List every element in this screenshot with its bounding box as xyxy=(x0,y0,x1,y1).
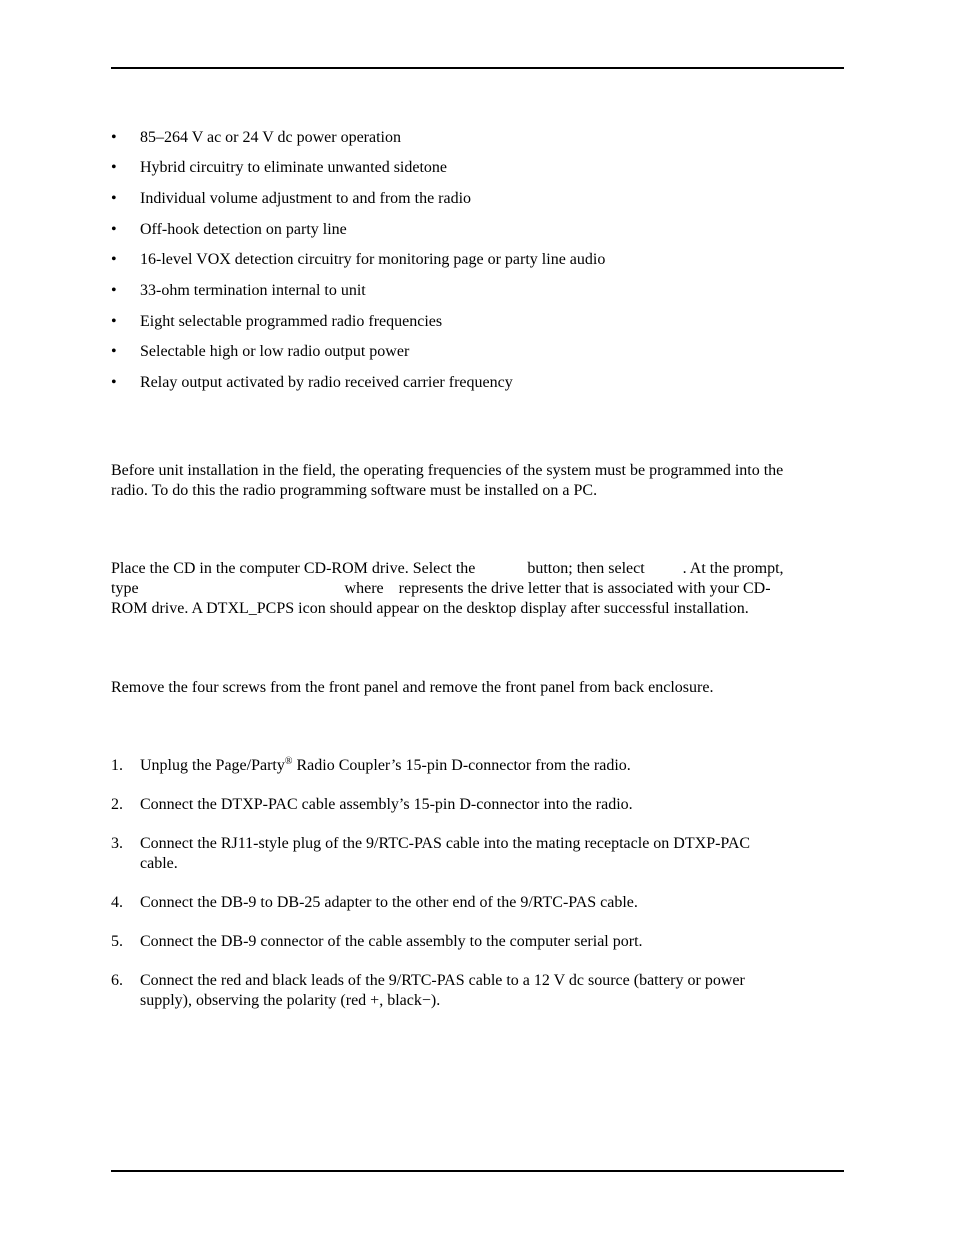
install-paragraph xyxy=(111,559,844,619)
feature-text: Relay output activated by radio received carrier frequency xyxy=(140,374,513,391)
step-number: 1. xyxy=(111,757,123,774)
registered-mark: ® xyxy=(284,756,293,767)
feature-text: 85–264 V ac or 24 V dc power operation xyxy=(140,129,401,146)
bullet-icon: • xyxy=(111,190,117,207)
install-text: type xyxy=(111,580,139,597)
step-number: 2. xyxy=(111,796,123,813)
paragraph-line: ROM drive. A DTXL_PCPS icon should appear on the desktop display after successful installation. xyxy=(111,600,749,617)
footer-rule xyxy=(111,1170,844,1172)
feature-text: Hybrid circuitry to eliminate unwanted sidetone xyxy=(140,159,448,176)
bullet-icon: • xyxy=(111,374,117,391)
bullet-icon: • xyxy=(111,129,117,146)
install-text: represents the drive letter that is associated with your CD- xyxy=(398,580,771,597)
step-text: Connect the RJ11-style plug of the 9/RTC-PAS cable into the mating receptacle on DTXP-PAC cable. xyxy=(140,835,751,872)
bullet-icon: • xyxy=(111,159,117,176)
step-text: Connect the red and black leads of the 9/RTC-PAS cable to a 12 V dc source (battery or power supply), observing the polarity (red +, black−). xyxy=(140,972,745,1009)
bullet-icon: • xyxy=(111,251,117,268)
bullet-icon: • xyxy=(111,313,117,330)
feature-text: Individual volume adjustment to and from the radio xyxy=(140,190,472,207)
front-panel-paragraph xyxy=(111,678,844,698)
feature-text: Off-hook detection on party line xyxy=(140,221,347,238)
install-text: where xyxy=(344,580,384,597)
step-number: 5. xyxy=(111,933,123,950)
step-text: Connect the DB-9 connector of the cable assembly to the computer serial port. xyxy=(140,933,643,950)
feature-text: Eight selectable programmed radio frequencies xyxy=(140,313,443,330)
header-rule xyxy=(111,67,844,69)
paragraph-line xyxy=(111,579,844,599)
step-number: 3. xyxy=(111,835,123,852)
step-text: Connect the DTXP-PAC cable assembly’s 15-pin D-connector into the radio. xyxy=(140,796,633,813)
bullet-icon: • xyxy=(111,221,117,238)
feature-text: 16-level VOX detection circuitry for monitoring page or party line audio xyxy=(140,251,606,268)
paragraph-line xyxy=(111,559,844,579)
step-text: Connect the DB-9 to DB-25 adapter to the other end of the 9/RTC-PAS cable. xyxy=(140,894,638,911)
bullet-icon: • xyxy=(111,282,117,299)
step-text: Unplug the Page/Party® Radio Coupler’s 15-pin D-connector from the radio. xyxy=(140,756,631,774)
feature-text: 33-ohm termination internal to unit xyxy=(140,282,366,299)
programming-intro-paragraph xyxy=(111,461,844,501)
paragraph-line: radio. To do this the radio programming software must be installed on a PC. xyxy=(111,482,598,499)
paragraph-line: Before unit installation in the field, the operating frequencies of the system must be programmed into the xyxy=(111,462,784,479)
paragraph-line: Remove the four screws from the front panel and remove the front panel from back enclosure. xyxy=(111,679,714,696)
step-number: 4. xyxy=(111,894,123,911)
install-text: button; then select xyxy=(527,560,645,577)
install-text: . At the prompt, xyxy=(682,560,784,577)
step-number: 6. xyxy=(111,972,123,989)
install-text: Place the CD in the computer CD-ROM drive. Select the xyxy=(111,560,476,577)
feature-text: Selectable high or low radio output power xyxy=(140,343,410,360)
bullet-icon: • xyxy=(111,343,117,360)
